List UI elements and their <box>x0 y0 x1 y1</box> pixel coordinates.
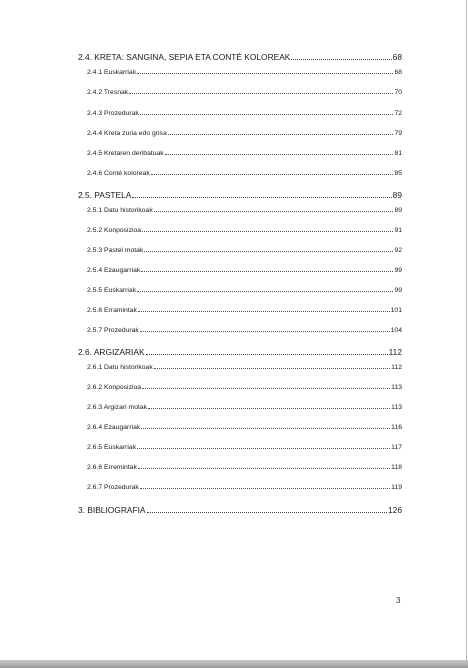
toc-entry-label: 2.4.1 Euskarriak <box>87 69 137 76</box>
toc-entry-label: 2.5.4 Ezaugarriak <box>87 267 141 274</box>
toc-entry-label: 2.4.4 Kreta zuria edo grisa <box>87 130 167 137</box>
toc-entry[interactable] <box>78 347 402 357</box>
toc-entry[interactable] <box>87 464 402 471</box>
toc-entry-page: 91 <box>394 227 402 234</box>
toc-entry[interactable] <box>87 444 402 451</box>
toc-entry-label: 2.6.6 Erremintak <box>87 464 137 471</box>
toc-entry-label: 2.6.1 Datu historikoak <box>87 364 153 371</box>
toc-entry-label: 2.6. ARGIZARIAK <box>78 347 145 357</box>
toc-entry-page: 99 <box>394 287 402 294</box>
toc-entry-page: 113 <box>391 404 402 411</box>
toc-leader-dots <box>154 368 390 369</box>
toc-leader-dots <box>137 73 393 74</box>
toc-leader-dots <box>165 154 394 155</box>
toc-entry[interactable] <box>87 424 402 431</box>
toc-entry-label: 2.5.5 Euskarriak <box>87 287 137 294</box>
toc-leader-dots <box>141 271 393 272</box>
toc-entry-label: 2.5.3 Pastel motak <box>87 247 144 254</box>
toc-entry-label: 2.6.2 Konposizioa <box>87 384 142 391</box>
toc-entry[interactable] <box>87 287 402 294</box>
toc-entry-page: 101 <box>390 307 402 314</box>
toc-leader-dots <box>140 114 394 115</box>
toc-entry-label: 2.6.4 Ezaugarriak <box>87 424 141 431</box>
toc-entry[interactable] <box>87 364 402 371</box>
toc-entry-page: 99 <box>394 267 402 274</box>
page-number: 3 <box>396 596 401 605</box>
toc-entry-page: 104 <box>390 327 402 334</box>
toc-leader-dots <box>140 488 390 489</box>
toc-entry[interactable] <box>87 207 402 214</box>
toc-entry-label: 2.4.3 Prozedurak <box>87 110 139 117</box>
toc-entry-label: 3. BIBLIOGRAFIA <box>78 505 146 515</box>
toc-entry-page: 113 <box>391 384 402 391</box>
toc-entry[interactable] <box>87 150 402 157</box>
toc-entry-label: 2.5.7 Prozedurak <box>87 327 139 334</box>
toc-leader-dots <box>138 311 390 312</box>
toc-entry[interactable] <box>87 170 402 177</box>
toc-entry[interactable] <box>87 89 402 96</box>
toc-entry[interactable] <box>87 227 402 234</box>
toc-leader-dots <box>142 231 393 232</box>
toc-entry-page: 119 <box>391 484 402 491</box>
toc-entry-label: 2.5.2 Konposizioa <box>87 227 142 234</box>
toc-leader-dots <box>291 59 391 60</box>
toc-entry-page: 72 <box>394 110 402 117</box>
toc-leader-dots <box>168 134 394 135</box>
toc-entry-page: 116 <box>391 424 402 431</box>
toc-entry-label: 2.4. KRETA: SANGINA, SEPIA ETA CONTÉ KOLOREAK <box>78 52 291 62</box>
toc-entry[interactable] <box>87 110 402 117</box>
toc-leader-dots <box>137 291 393 292</box>
toc-entry[interactable] <box>78 190 402 200</box>
toc-entry-page: 68 <box>394 69 402 76</box>
toc-leader-dots <box>148 408 390 409</box>
toc-entry-page: 85 <box>394 170 402 177</box>
toc-leader-dots <box>154 211 394 212</box>
window-bottom-edge <box>0 660 468 668</box>
toc-entry-page: 112 <box>391 364 402 371</box>
toc-leader-dots <box>137 448 390 449</box>
toc-entry[interactable] <box>87 247 402 254</box>
toc-entry[interactable] <box>87 484 402 491</box>
toc-entry[interactable] <box>87 384 402 391</box>
toc-entry-page: 117 <box>391 444 402 451</box>
toc-entry[interactable] <box>87 69 402 76</box>
toc-entry[interactable] <box>87 327 402 334</box>
toc-entry-label: 2.6.3 Argizari motak <box>87 404 148 411</box>
toc-entry-label: 2.5. PASTELA <box>78 190 132 200</box>
toc-entry-label: 2.4.6 Conté koloreak <box>87 170 150 177</box>
toc-entry[interactable] <box>87 267 402 274</box>
toc-leader-dots <box>144 251 393 252</box>
toc-leader-dots <box>132 197 391 198</box>
toc-entry-page: 112 <box>388 347 402 357</box>
toc-entry[interactable] <box>78 505 402 515</box>
toc-entry[interactable] <box>87 130 402 137</box>
toc-entry-label: 2.6.5 Euskarriak <box>87 444 137 451</box>
toc-entry-page: 92 <box>394 247 402 254</box>
toc-leader-dots <box>141 428 390 429</box>
toc-entry-page: 126 <box>388 505 402 515</box>
toc-entry-label: 2.5.6 Erramintak <box>87 307 137 314</box>
toc-entry-label: 2.4.2 Tresnak <box>87 89 129 96</box>
toc-entry-page: 81 <box>394 150 402 157</box>
toc-leader-dots <box>129 93 393 94</box>
toc-entry-page: 79 <box>394 130 402 137</box>
toc-entry[interactable] <box>78 52 402 62</box>
toc-leader-dots <box>146 354 388 355</box>
toc-entry-page: 89 <box>394 207 402 214</box>
toc-leader-dots <box>142 388 390 389</box>
toc-entry-label: 2.5.1 Datu historikoak <box>87 207 153 214</box>
toc-entry-page: 118 <box>391 464 402 471</box>
toc-leader-dots <box>147 512 388 513</box>
toc-leader-dots <box>151 174 394 175</box>
toc-entry[interactable] <box>87 307 402 314</box>
toc-leader-dots <box>138 468 390 469</box>
toc-entry-page: 68 <box>392 52 402 62</box>
toc-entry-page: 70 <box>394 89 402 96</box>
toc-entry-label: 2.6.7 Prozedurak <box>87 484 139 491</box>
toc-entry[interactable] <box>87 404 402 411</box>
toc-leader-dots <box>140 331 390 332</box>
toc-entry-page: 89 <box>392 190 402 200</box>
toc-entry-label: 2.4.5 Kretaren deribatuak <box>87 150 164 157</box>
